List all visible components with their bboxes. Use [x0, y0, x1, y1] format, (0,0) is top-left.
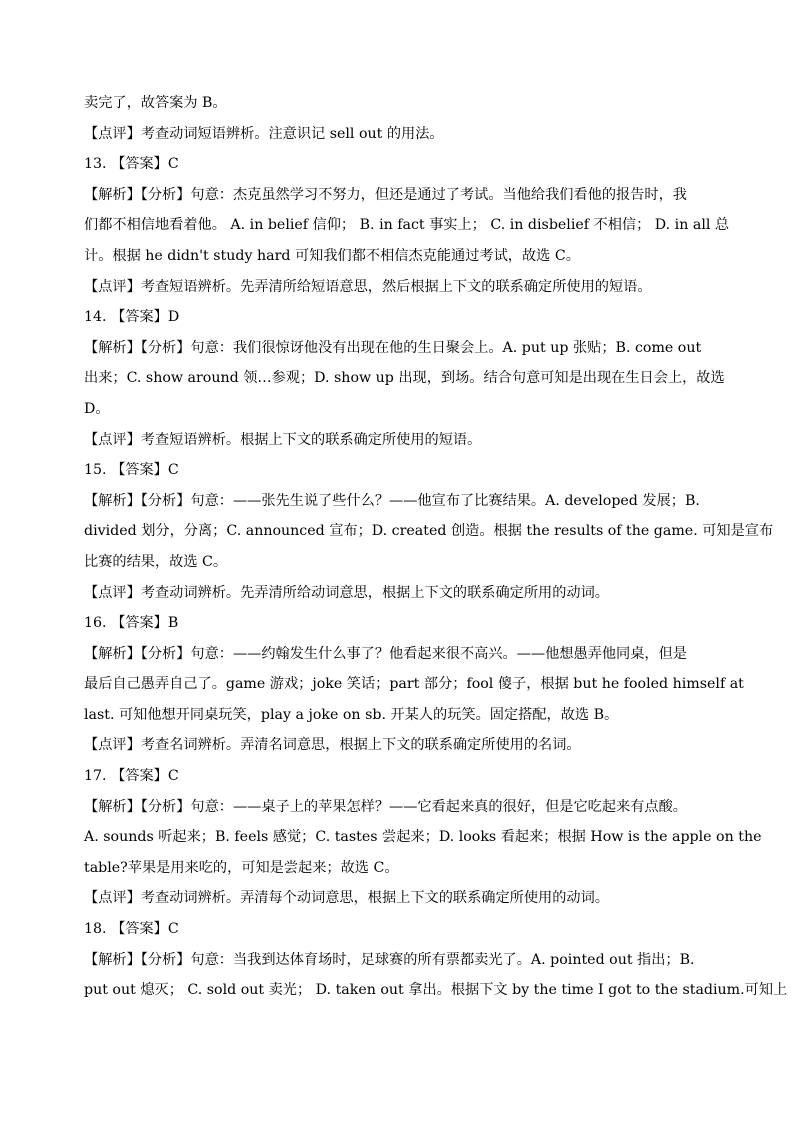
- text-line: 15. 【答案】C: [84, 462, 179, 479]
- text-line: 17. 【答案】C: [84, 768, 179, 785]
- text-line: 【解析】【分析】句意：——桌子上的苹果怎样？——它看起来真的很好，但是它吃起来有点酸。: [84, 798, 687, 815]
- text-line: 【解析】【分析】句意：我们很惊讶他没有出现在他的生日聚会上。A. put up 张贴；B. come out: [84, 339, 702, 356]
- text-line: 最后自己愚弄自己了。game 游戏；joke 笑话；part 部分；fool 傻子，根据 but he fooled himself at: [84, 676, 744, 693]
- text-line: 【点评】考查动词短语辨析。注意识记 sell out 的用法。: [84, 125, 444, 142]
- text-line: 计。根据 he didn't study hard 可知我们都不相信杰克能通过考试，故选 C。: [84, 247, 580, 264]
- text-line: 比赛的结果，故选 C。: [84, 553, 228, 570]
- text-line: 16. 【答案】B: [84, 615, 179, 632]
- text-line: 【点评】考查名词辨析。弄清名词意思，根据上下文的联系确定所使用的名词。: [84, 737, 581, 754]
- text-line: 14. 【答案】D: [84, 309, 180, 326]
- text-line: put out 熄灭； C. sold out 卖光； D. taken out 拿出。根据下文 by the time I got to the stadium.可知上: [84, 982, 788, 999]
- text-line: 出来；C. show around 领…参观；D. show up 出现，到场。结合句意可知是出现在生日会上，故选: [84, 370, 725, 387]
- document-page: [84, 88, 788, 1006]
- text-line: 【点评】考查动词辨析。先弄清所给动词意思，根据上下文的联系确定所用的动词。: [84, 584, 609, 601]
- text-line: divided 划分，分离；C. announced 宣布；D. created 创造。根据 the results of the game. 可知是宣布: [84, 523, 774, 540]
- text-line: 【点评】考查短语辨析。先弄清所给短语意思，然后根据上下文的联系确定所使用的短语。: [84, 278, 652, 295]
- text-line: 【解析】【分析】句意：杰克虽然学习不努力，但还是通过了考试。当他给我们看他的报告时，我: [84, 186, 687, 203]
- text-line: 18. 【答案】C: [84, 921, 179, 938]
- text-line: 【解析】【分析】句意：——约翰发生什么事了？他看起来很不高兴。——他想愚弄他同桌，但是: [84, 645, 687, 662]
- text-line: last. 可知他想开同桌玩笑，play a joke on sb. 开某人的玩笑。固定搭配，故选 B。: [84, 706, 619, 723]
- text-line: 卖完了，故答案为 B。: [84, 95, 227, 111]
- text-line: A. sounds 听起来；B. feels 感觉；C. tastes 尝起来；D. looks 看起来；根据 How is the apple on the: [84, 829, 762, 846]
- text-line: 【解析】【分析】句意：当我到达体育场时，足球赛的所有票都卖光了。A. pointed out 指出；B.: [84, 951, 695, 968]
- text-line: 们都不相信地看着他。 A. in belief 信仰； B. in fact 事实上； C. in disbelief 不相信； D. in all 总: [84, 217, 730, 234]
- text-line: 【解析】【分析】句意：——张先生说了些什么？——他宣布了比赛结果。A. developed 发展；B.: [84, 492, 700, 509]
- text-line: 【点评】考查动词辨析。弄清每个动词意思，根据上下文的联系确定所使用的动词。: [84, 890, 609, 907]
- text-line: 【点评】考查短语辨析。根据上下文的联系确定所使用的短语。: [84, 431, 482, 448]
- text-line: D。: [84, 400, 110, 417]
- text-line: 13. 【答案】C: [84, 156, 179, 173]
- text-line: table?苹果是用来吃的，可知是尝起来；故选 C。: [84, 859, 399, 876]
